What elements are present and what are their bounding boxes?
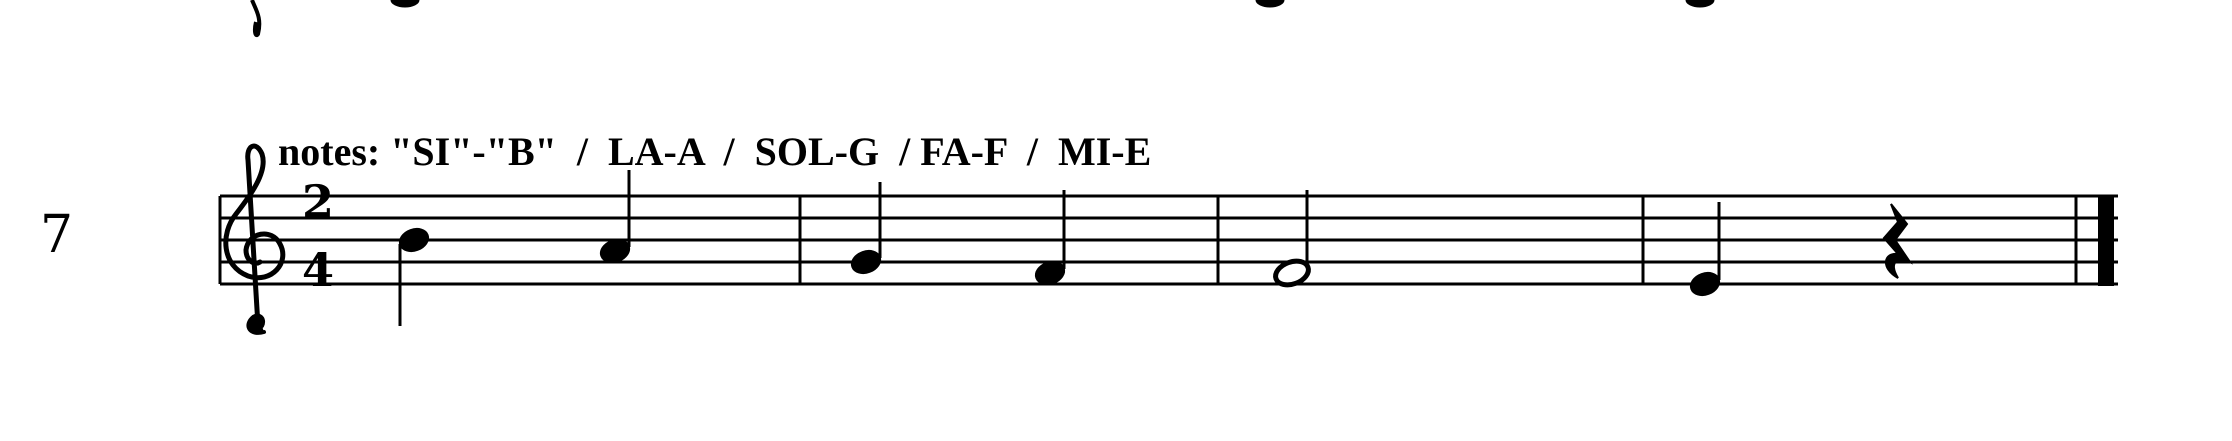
notes <box>396 170 1910 326</box>
previous-system-fragment <box>252 0 1714 35</box>
note-b4-quarter <box>396 225 432 326</box>
time-signature-top: 2 <box>301 175 335 229</box>
measure-number: 7 <box>40 205 74 265</box>
staff <box>220 196 2118 284</box>
final-barline-thick <box>2098 196 2114 286</box>
time-signature-bottom: 4 <box>301 243 335 297</box>
notes-annotation: notes: "SI"-"B" / LA-A / SOL-G / FA-F / MI-E <box>278 129 1152 174</box>
time-signature <box>302 175 334 297</box>
